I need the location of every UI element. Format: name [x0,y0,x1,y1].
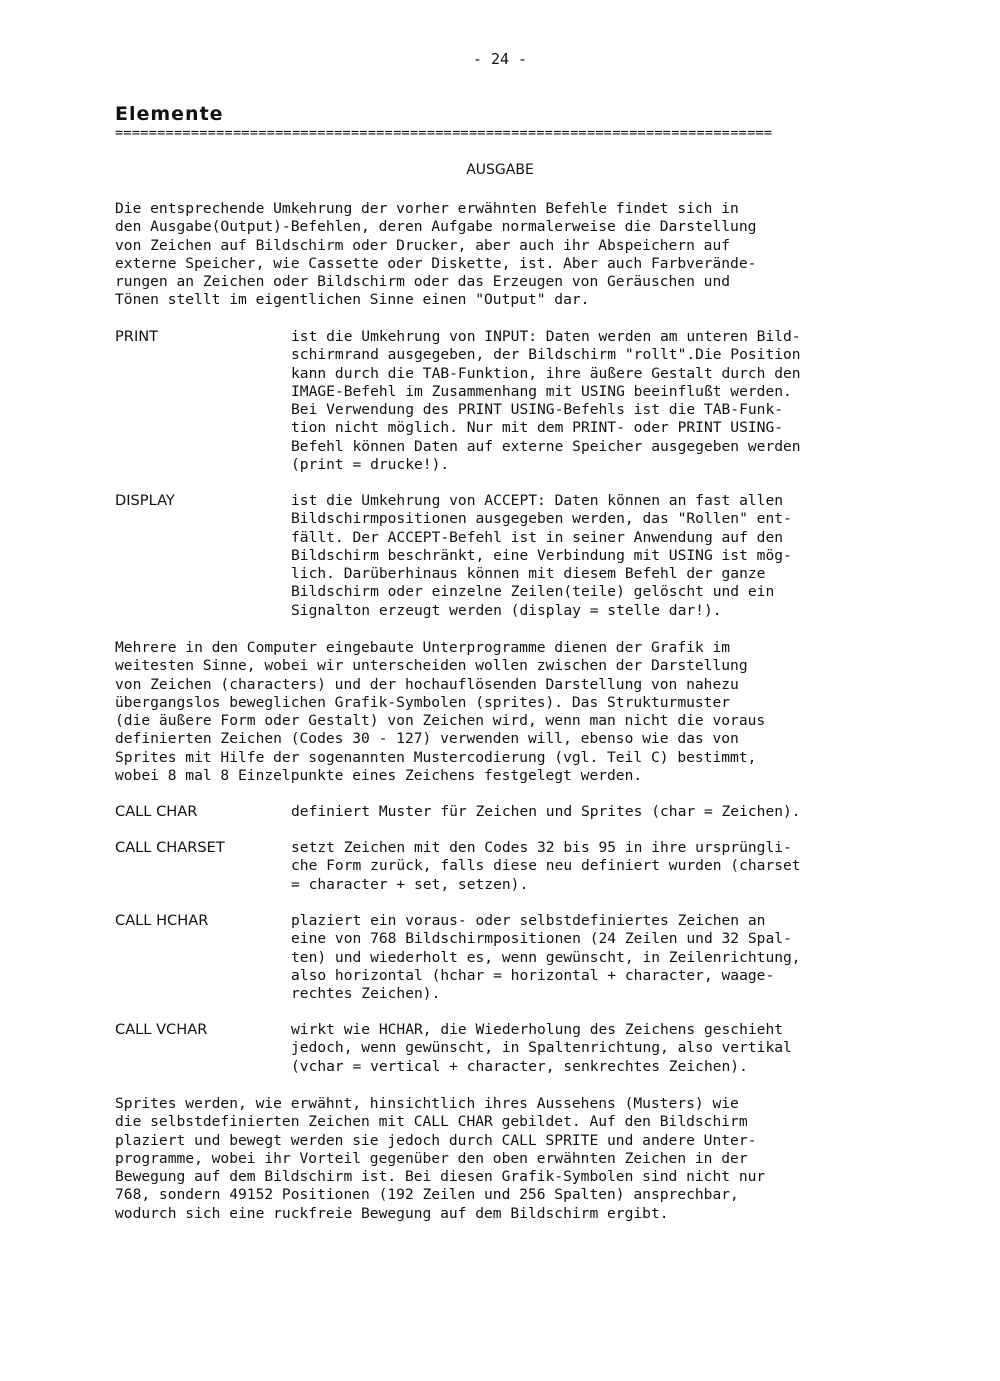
text-line: tion nicht möglich. Nur mit dem PRINT- oder PRINT USING- [291,419,784,437]
text-line: programme, wobei ihr Vorteil gegenüber den oben erwähnten Zeichen in der [115,1149,748,1167]
text-line: weitesten Sinne, wobei wir unterscheiden wollen zwischen der Darstellung [115,657,748,675]
text-line: von Zeichen (characters) und der hochauflösenden Darstellung von nahezu [115,675,739,693]
sprites-paragraph [115,1095,930,1223]
text-line: = character + set, setzen). [291,875,529,893]
text-line: Bildschirmpositionen ausgegeben werden, das "Rollen" ent- [291,510,792,528]
text-line: (die äußere Form oder Gestalt) von Zeichen wird, wenn man nicht die voraus [115,712,766,730]
command-term: PRINT [115,328,159,345]
text-line: Die entsprechende Umkehrung der vorher erwähnten Befehle findet sich in [115,200,739,217]
command-term: CALL VCHAR [115,1021,208,1038]
text-line: übergangslos beweglichen Grafik-Symbolen (sprites). Das Strukturmuster [115,693,731,711]
text-line: rechtes Zeichen). [291,985,441,1003]
text-line: den Ausgabe(Output)-Befehlen, deren Aufgabe normalerweise die Darstellung [115,218,757,236]
text-line: setzt Zeichen mit den Codes 32 bis 95 in ihre ursprüngli- [291,839,792,856]
text-line: schirmrand ausgegeben, der Bildschirm "rollt".Die Position [291,346,801,364]
graphics-paragraph [115,639,930,785]
text-line: fällt. Der ACCEPT-Befehl ist in seiner Anwendung auf den [291,528,784,546]
text-line: Bei Verwendung des PRINT USING-Befehls ist die TAB-Funk- [291,401,784,419]
text-line: Signalton erzeugt werden (display = stelle dar!). [291,601,722,619]
text-line: eine von 768 Bildschirmpositionen (24 Zeilen und 32 Spal- [291,930,792,948]
text-line: externe Speicher, wie Cassette oder Diskette, ist. Aber auch Farbverände- [115,254,757,272]
intro-paragraph [115,200,930,310]
text-line: also horizontal (hchar = horizontal + character, waage- [291,966,775,984]
text-line: wobei 8 mal 8 Einzelpunkte eines Zeichens festgelegt werden. [115,767,643,785]
command-description [291,839,931,894]
command-term: CALL CHAR [115,803,198,820]
text-line: jedoch, wenn gewünscht, in Spaltenrichtung, also vertikal [291,1039,792,1057]
text-line: plaziert ein voraus- oder selbstdefiniertes Zeichen an [291,912,766,929]
text-line: Bewegung auf dem Bildschirm ist. Bei diesen Grafik-Symbolen sind nicht nur [115,1168,766,1186]
command-description [291,912,931,1003]
text-line: Mehrere in den Computer eingebaute Unterprogramme dienen der Grafik im [115,639,731,656]
text-line: Sprites mit Hilfe der sogenannten Mustercodierung (vgl. Teil C) bestimmt, [115,748,757,766]
text-line: rungen an Zeichen oder Bildschirm oder das Erzeugen von Geräuschen und [115,273,731,291]
text-line: Befehl können Daten auf externe Speicher ausgegeben werden [291,437,801,455]
text-line: che Form zurück, falls diese neu definiert wurden (charset [291,857,801,875]
section-heading: Elemente [115,103,224,125]
page-number: - 24 - [472,50,528,68]
command-description [291,328,931,474]
text-line: Sprites werden, wie erwähnt, hinsichtlich ihres Aussehens (Musters) wie [115,1095,739,1112]
text-line: (print = drucke!). [291,456,450,474]
command-term: CALL HCHAR [115,912,209,929]
text-line: ist die Umkehrung von ACCEPT: Daten können an fast allen [291,492,784,509]
text-line: (vchar = vertical + character, senkrechtes Zeichen). [291,1057,748,1075]
subheading: AUSGABE [466,162,534,178]
text-line: von Zeichen auf Bildschirm oder Drucker, aber auch ihr Abspeichern auf [115,236,731,254]
text-line: kann durch die TAB-Funktion, ihre äußere Gestalt durch den [291,364,801,382]
text-line: ist die Umkehrung von INPUT: Daten werden am unteren Bild- [291,328,801,345]
command-term: DISPLAY [115,492,175,509]
command-description [291,803,931,821]
command-description [291,492,931,620]
text-line: ten) und wiederholt es, wenn gewünscht, in Zeilenrichtung, [291,948,801,966]
text-line: die selbstdefinierten Zeichen mit CALL CHAR gebildet. Auf den Bildschirm [115,1113,748,1131]
text-line: lich. Darüberhinaus können mit diesem Befehl der ganze [291,565,766,583]
command-description [291,1021,931,1076]
text-line: definierten Zeichen (Codes 30 - 127) verwenden will, ebenso wie das von [115,730,739,748]
command-term: CALL CHARSET [115,839,225,856]
text-line: plaziert und bewegt werden sie jedoch durch CALL SPRITE und andere Unter- [115,1131,757,1149]
text-line: Bildschirm oder einzelne Zeilen(teile) gelöscht und ein [291,583,775,601]
text-line: Bildschirm beschränkt, eine Verbindung mit USING ist mög- [291,546,792,564]
text-line: definiert Muster für Zeichen und Sprites (char = Zeichen). [291,803,801,820]
text-line: IMAGE-Befehl im Zusammenhang mit USING beeinflußt werden. [291,382,792,400]
text-line: wirkt wie HCHAR, die Wiederholung des Zeichens geschieht [291,1021,784,1038]
text-line: Tönen stellt im eigentlichen Sinne einen "Output" dar. [115,291,590,309]
heading-rule: ============================================================================== [115,125,773,141]
text-line: wodurch sich eine ruckfreie Bewegung auf dem Bildschirm ergibt. [115,1204,669,1222]
text-line: 768, sondern 49152 Positionen (192 Zeilen und 256 Spalten) ansprechbar, [115,1186,739,1204]
